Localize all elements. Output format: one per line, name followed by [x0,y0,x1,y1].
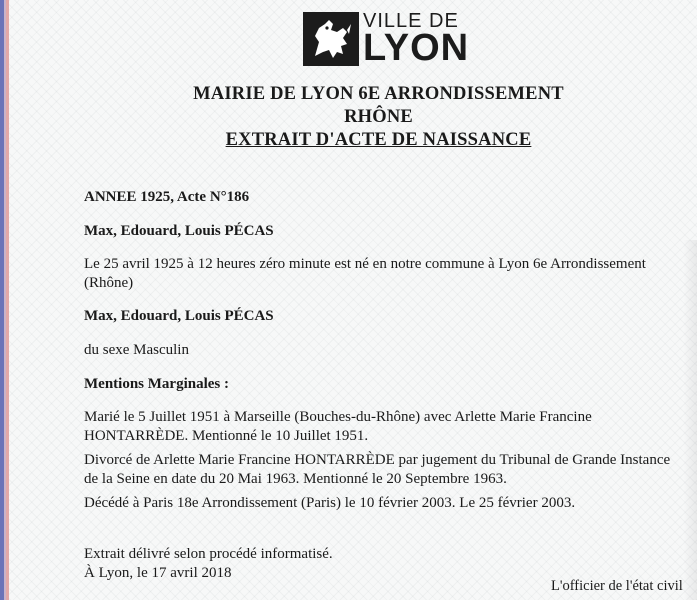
heading-department: RHÔNE [344,107,413,127]
mention-death-line1: Décédé à Paris 18e Arrondissement (Paris) le 10 février 2003. Le 25 février 2003. [84,495,576,511]
heading-mairie: MAIRIE DE LYON 6E ARRONDISSEMENT [193,84,564,104]
signature-officer: L'officier de l'état civil [551,578,683,594]
logo-lyon-text: LYON [363,27,470,69]
mention-marriage-line2: HONTARRÈDE. Mentionné le 10 Juillet 1951. [84,428,369,444]
mention-marriage-line1: Marié le 5 Juillet 1951 à Marseille (Bouches-du-Rhône) avec Arlette Marie Francine [84,409,592,425]
ville-de-lyon-logo [303,10,470,69]
sex-statement: du sexe Masculin [84,342,189,358]
tricolor-edge-stripe [0,0,9,600]
heading-document-type-text: EXTRAIT D'ACTE DE NAISSANCE [225,130,532,150]
mention-divorce-line2: de la Seine en date du 20 Mai 1963. Mentionné le 20 Septembre 1963. [84,471,507,487]
heading-document-type [30,130,697,151]
mention-divorce-line1: Divorcé de Arlette Marie Francine HONTARRÈDE par jugement du Tribunal de Grande Instance [84,452,671,468]
person-name-top: Max, Edouard, Louis PÉCAS [84,223,274,239]
footer-issued-line: Extrait délivré selon procédé informatisé. [84,546,333,562]
birth-statement-line1: Le 25 avril 1925 à 12 heures zéro minute est né en notre commune à Lyon 6e Arrondissement [84,256,646,272]
person-name-bottom: Max, Edouard, Louis PÉCAS [84,308,274,324]
logo-ville-text: VILLE DE [363,10,459,32]
mentions-title: Mentions Marginales : [84,376,229,392]
lion-icon [303,12,359,66]
footer-place-date: À Lyon, le 17 avril 2018 [84,565,232,581]
birth-statement-line2: (Rhône) [84,275,134,291]
act-year-number: ANNEE 1925, Acte N°186 [84,189,250,205]
paper-shadow [683,240,697,600]
